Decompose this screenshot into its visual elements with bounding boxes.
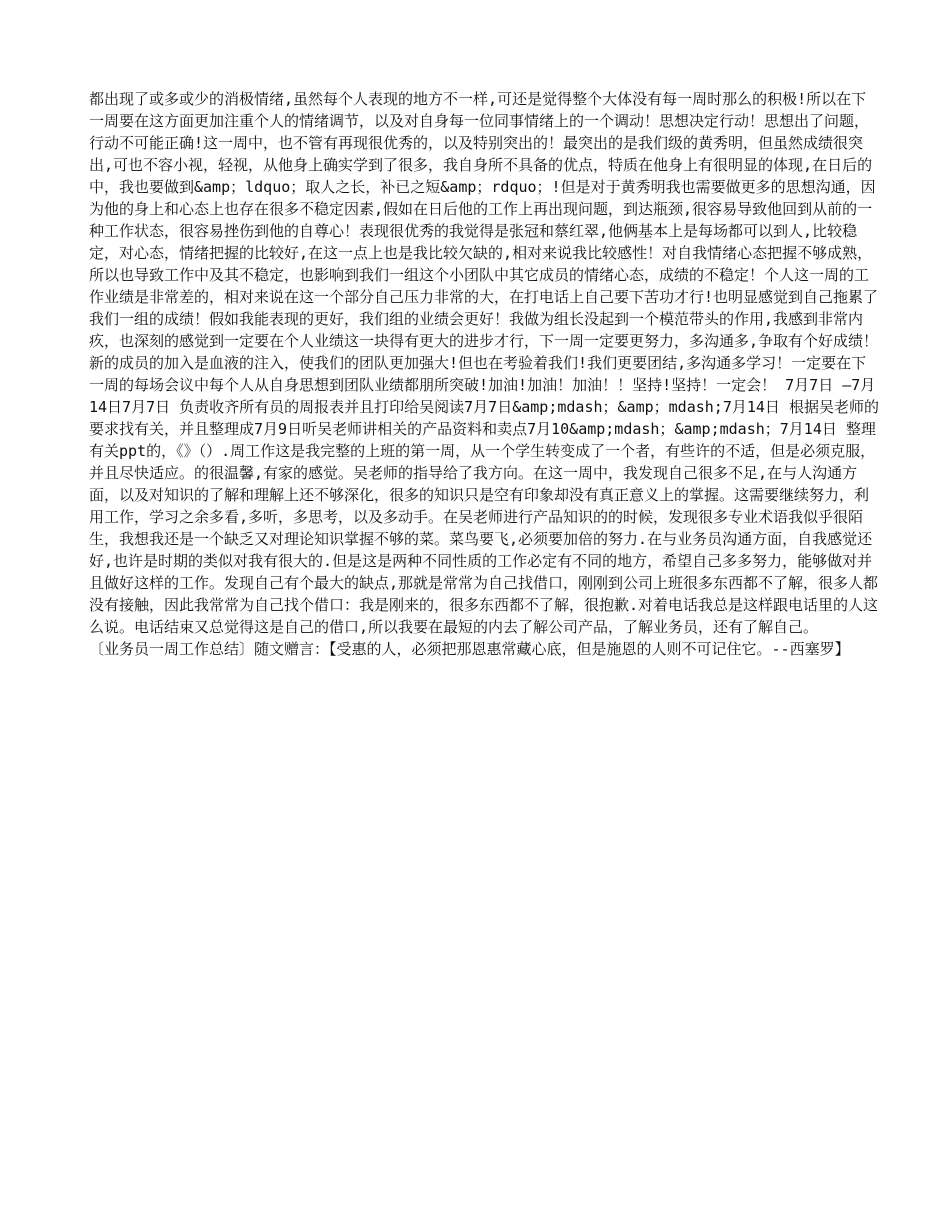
closing-quote-paragraph: 〔业务员一周工作总结〕随文赠言：【受惠的人，必须把那恩惠常藏心底，但是施恩的人则不可记住它。--西塞罗】 [89, 640, 850, 658]
document-page [89, 88, 879, 660]
body-paragraph: 都出现了或多或少的消极情绪,虽然每个人表现的地方不一样,可还是觉得整个大体没有每一周时那么的积极!所以在下一周要在这方面更加注重个人的情绪调节，以及对自身每一位同事情绪上的一个调动！思想决定行动！思想出了问题，行动不可能正确!这一周中，也不管有再现很优秀的，以及特别突出的！最突出的是我们级的黄秀明，但虽然成绩很突出,可也不容小视，轻视，从他身上确实学到了很多，我自身所不具备的优点，特质在他身上有很明显的体现,在日后的中，我也要做到&amp；ldquo；取人之长，补已之短&amp；rdquo；!但是对于黄秀明我也需要做更多的思想沟通，因为他的身上和心态上也存在很多不稳定因素,假如在日后他的工作上再出现问题，到达瓶颈,很容易导致他回到从前的一种工作状态，很容易挫伤到他的自尊心！表现很优秀的我觉得是张冠和蔡红翠,他俩基本上是每场都可以到人,比较稳定，对心态，情绪把握的比较好,在这一点上也是我比较欠缺的,相对来说我比较感性！对自我情绪心态把握不够成熟，所以也导致工作中及其不稳定，也影响到我们一组这个小团队中其它成员的情绪心态，成绩的不稳定！个人这一周的工作业绩是非常差的，相对来说在这一个部分自己压力非常的大，在打电话上自己要下苦功才行!也明显感觉到自己拖累了我们一组的成绩！假如我能表现的更好，我们组的业绩会更好！我做为组长没起到一个模范带头的作用,我感到非常内疚，也深刻的感觉到一定要在个人业绩这一块得有更大的进步才行，下一周一定要更努力，多沟通多,争取有个好成绩！新的成员的加入是血液的注入，使我们的团队更加强大!但也在考验着我们!我们更要团结,多沟通多学习！一定要在下一周的每场会议中每个人从自身思想到团队业绩都朋所突破!加油!加油！加油！！坚持!坚持！一定会！ 7月7日 —7月14日7月7日 负责收齐所有员的周报表并且打印给吴阅读7月7日&amp;mdash；&amp；mdash;7月14日 根据吴老师的要求找有关，并且整理成7月9日听吴老师讲相关的产品资料和卖点7月10&amp;mdash；&amp;mdash；7月14日 整理有关ppt的，《》（）.周工作这是我完整的上班的第一周，从一个学生转变成了一个者，有些许的不适，但是必须克服，并且尽快适应。的很温馨,有家的感觉。吴老师的指导给了我方向。在这一周中，我发现自己很多不足,在与人沟通方面，以及对知识的了解和理解上还不够深化，很多的知识只是空有印象却没有真正意义上的掌握。这需要继续努力，利用工作，学习之余多看,多听，多思考，以及多动手。在吴老师进行产品知识的的时候，发现很多专业术语我似乎很陌生，我想我还是一个缺乏又对理论知识掌握不够的菜。菜鸟要飞,必须要加倍的努力.在与业务员沟通方面，自我感觉还好,也许是时期的类似对我有很大的.但是这是两种不同性质的工作必定有不同的地方，希望自己多多努力，能够做对并且做好这样的工作。发现自己有个最大的缺点,那就是常常为自己找借口，刚刚到公司上班很多东西都不了解，很多人都没有接触，因此我常常为自己找个借口：我是刚来的，很多东西都不了解，很抱歉.对着电话我总是这样跟电话里的人这么说。电话结束又总觉得这是自己的借口,所以我要在最短的内去了解公司产品，了解业务员，还有了解自己。 [89, 90, 879, 636]
